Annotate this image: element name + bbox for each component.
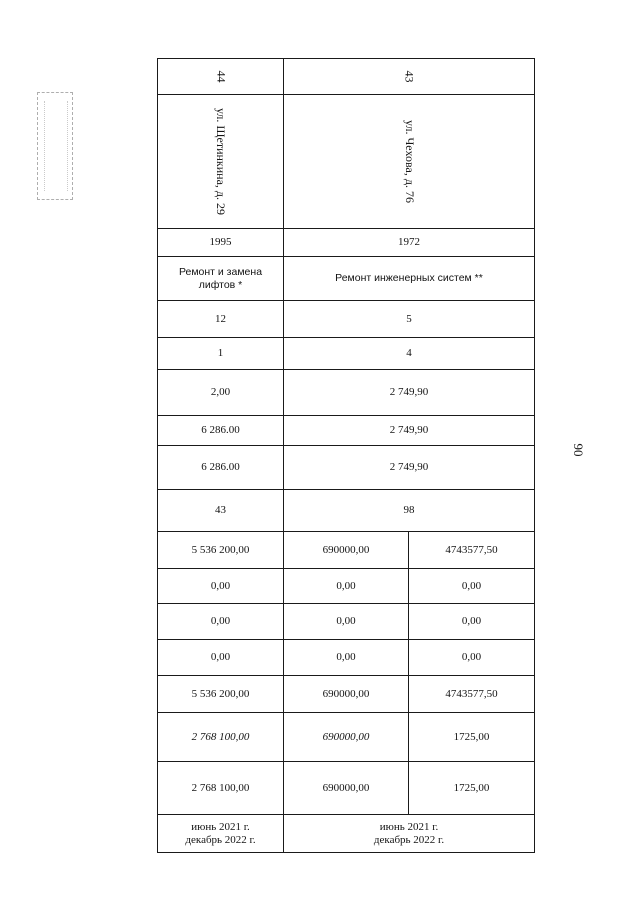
- table-row: [158, 301, 535, 338]
- money-cell: 2 768 100,00: [158, 762, 284, 815]
- work-type-cell: Ремонт инженерных систем **: [284, 257, 535, 301]
- money-cell: 0,00: [158, 569, 284, 604]
- column-number-cell: [284, 59, 535, 95]
- money-cell: 0,00: [409, 569, 535, 604]
- money-cell: 4743577,50: [409, 532, 535, 569]
- data-cell: 6 286.00: [158, 416, 284, 446]
- money-cell: 0,00: [284, 604, 409, 640]
- money-cell: 2 768 100,00: [158, 713, 284, 762]
- table-row: [158, 532, 535, 569]
- table-row: [158, 815, 535, 853]
- table-row: [158, 370, 535, 416]
- data-cell: 5: [284, 301, 535, 338]
- money-cell: 1725,00: [409, 762, 535, 815]
- address-text: ул. Чехова, д. 76: [402, 119, 417, 203]
- table-row: [158, 416, 535, 446]
- money-cell: 1725,00: [409, 713, 535, 762]
- money-cell: 690000,00: [284, 676, 409, 713]
- table-row: [158, 762, 535, 815]
- work-type-cell: Ремонт и замена лифтов *: [158, 257, 284, 301]
- address-cell: [158, 95, 284, 229]
- table-row: [158, 640, 535, 676]
- money-cell: 0,00: [409, 604, 535, 640]
- money-cell: 0,00: [284, 640, 409, 676]
- column-number: 44: [214, 70, 228, 82]
- money-cell: 0,00: [409, 640, 535, 676]
- data-cell: 1: [158, 338, 284, 370]
- money-cell: 690000,00: [284, 762, 409, 815]
- building-repair-table: [157, 58, 535, 853]
- data-cell: 2 749,90: [284, 416, 535, 446]
- money-cell: 0,00: [284, 569, 409, 604]
- data-cell: 2 749,90: [284, 370, 535, 416]
- table-row: [158, 604, 535, 640]
- table-row: [158, 490, 535, 532]
- period-cell: июнь 2021 г. декабрь 2022 г.: [158, 815, 284, 853]
- data-cell: 2,00: [158, 370, 284, 416]
- data-cell: 6 286.00: [158, 446, 284, 490]
- address-cell: [284, 95, 535, 229]
- data-cell: 12: [158, 301, 284, 338]
- page-number: 90: [571, 443, 586, 457]
- table-row: [158, 257, 535, 301]
- stamp-mark: [37, 92, 73, 200]
- table-row: [158, 59, 535, 95]
- money-cell: 690000,00: [284, 713, 409, 762]
- data-cell: 4: [284, 338, 535, 370]
- column-number: 43: [402, 70, 417, 82]
- table-row: [158, 95, 535, 229]
- money-cell: 5 536 200,00: [158, 676, 284, 713]
- money-cell: 690000,00: [284, 532, 409, 569]
- table-row: [158, 229, 535, 257]
- year-cell: 1972: [284, 229, 535, 257]
- money-cell: 4743577,50: [409, 676, 535, 713]
- data-cell: 98: [284, 490, 535, 532]
- table-row: [158, 713, 535, 762]
- table-row: [158, 338, 535, 370]
- money-cell: 5 536 200,00: [158, 532, 284, 569]
- money-cell: 0,00: [158, 640, 284, 676]
- money-cell: 0,00: [158, 604, 284, 640]
- table-row: [158, 569, 535, 604]
- data-cell: 2 749,90: [284, 446, 535, 490]
- column-number-cell: [158, 59, 284, 95]
- period-cell: июнь 2021 г. декабрь 2022 г.: [284, 815, 535, 853]
- table-row: [158, 446, 535, 490]
- address-text: ул. Щетинкина, д. 29: [214, 107, 228, 215]
- data-cell: 43: [158, 490, 284, 532]
- year-cell: 1995: [158, 229, 284, 257]
- table-row: [158, 676, 535, 713]
